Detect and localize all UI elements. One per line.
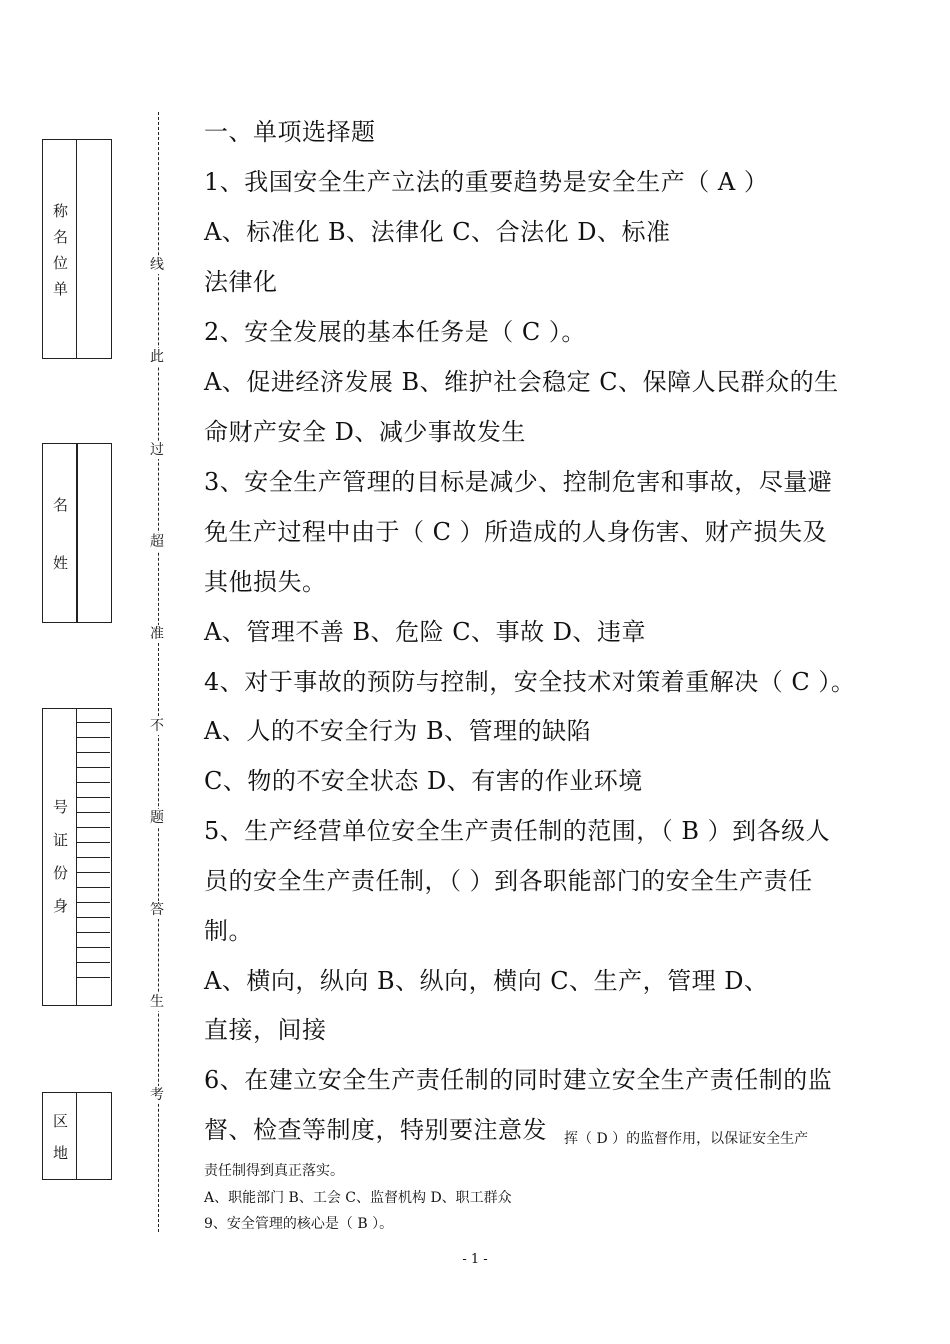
unit-label-char: 称 — [53, 202, 69, 220]
cut-line-char: 考 — [150, 1087, 164, 1103]
question-line: 2、安全发展的基本任务是（ C ）。 — [204, 318, 586, 346]
id-label-char: 证 — [53, 831, 69, 849]
unit-label-char: 位 — [53, 254, 69, 272]
question-line: A、促进经济发展 B、维护社会稳定 C、保障人民群众的生 — [204, 368, 839, 396]
region-label-char: 地 — [53, 1144, 69, 1162]
name-box — [42, 443, 112, 623]
question-line: A、人的不安全行为 B、管理的缺陷 — [204, 717, 592, 745]
unit-label-char: 名 — [53, 228, 69, 246]
cut-line-char: 过 — [150, 442, 164, 458]
name-label-char: 名 — [53, 496, 69, 514]
cut-line-char: 不 — [150, 718, 164, 734]
question-line: 命财产安全 D、减少事故发生 — [204, 418, 526, 446]
question-line: A、标准化 B、法律化 C、合法化 D、标准 — [204, 218, 671, 246]
question-line: 1、我国安全生产立法的重要趋势是安全生产（ A ） — [204, 168, 769, 196]
unit-label-char: 单 — [53, 280, 69, 298]
question-line: 直接，间接 — [204, 1016, 327, 1044]
question-line: A、管理不善 B、危险 C、事故 D、违章 — [204, 618, 646, 646]
cut-line-char: 生 — [150, 994, 164, 1010]
id-label-char: 号 — [53, 798, 69, 816]
cut-line-char: 线 — [150, 257, 164, 273]
page-number: - 1 - — [462, 1252, 488, 1267]
question-line: 4、对于事故的预防与控制，安全技术对策着重解决（ C ）。 — [204, 668, 856, 696]
cut-line-char: 超 — [150, 534, 164, 550]
question-line: 制。 — [204, 917, 253, 945]
question-line: 法律化 — [204, 268, 278, 296]
question-line-small: 9、安全管理的核心是（ B ）。 — [204, 1216, 394, 1232]
id-label-char: 身 — [53, 897, 69, 915]
id-digit-cells — [77, 708, 110, 993]
cut-line-char: 准 — [150, 626, 164, 642]
question-line-small: 挥（ D ）的监督作用，以保证安全生产 — [564, 1131, 809, 1147]
question-line: C、物的不安全状态 D、有害的作业环境 — [204, 767, 643, 795]
region-label-char: 区 — [53, 1112, 69, 1130]
id-label-char: 份 — [53, 864, 69, 882]
question-line: 免生产过程中由于（ C ）所造成的人身伤害、财产损失及 — [204, 518, 828, 546]
section-heading: 一、单项选择题 — [204, 118, 376, 146]
name-label-char: 姓 — [53, 554, 69, 572]
question-line-small: A、职能部门 B、工会 C、监督机构 D、职工群众 — [204, 1190, 512, 1206]
question-line: 5、生产经营单位安全生产责任制的范围，（ B ）到各级人 — [204, 817, 831, 845]
question-line: 3、安全生产管理的目标是减少、控制危害和事故，尽量避 — [204, 468, 833, 496]
question-line: A、横向，纵向 B、纵向，横向 C、生产，管理 D、 — [204, 967, 769, 995]
question-line-small: 责任制得到真正落实。 — [204, 1163, 344, 1179]
cut-line-char: 答 — [150, 902, 164, 918]
unit-name-box — [42, 139, 112, 359]
cut-line-char: 题 — [150, 810, 164, 826]
question-line: 6、在建立安全生产责任制的同时建立安全生产责任制的监 — [204, 1066, 833, 1094]
question-line: 督、检查等制度，特别要注意发 — [204, 1116, 547, 1144]
cut-line-char: 此 — [150, 349, 164, 365]
region-box — [42, 1092, 112, 1180]
question-line: 员的安全生产责任制，（ ）到各职能部门的安全生产责任 — [204, 867, 813, 895]
cut-line — [158, 112, 159, 1232]
question-line: 其他损失。 — [204, 568, 327, 596]
